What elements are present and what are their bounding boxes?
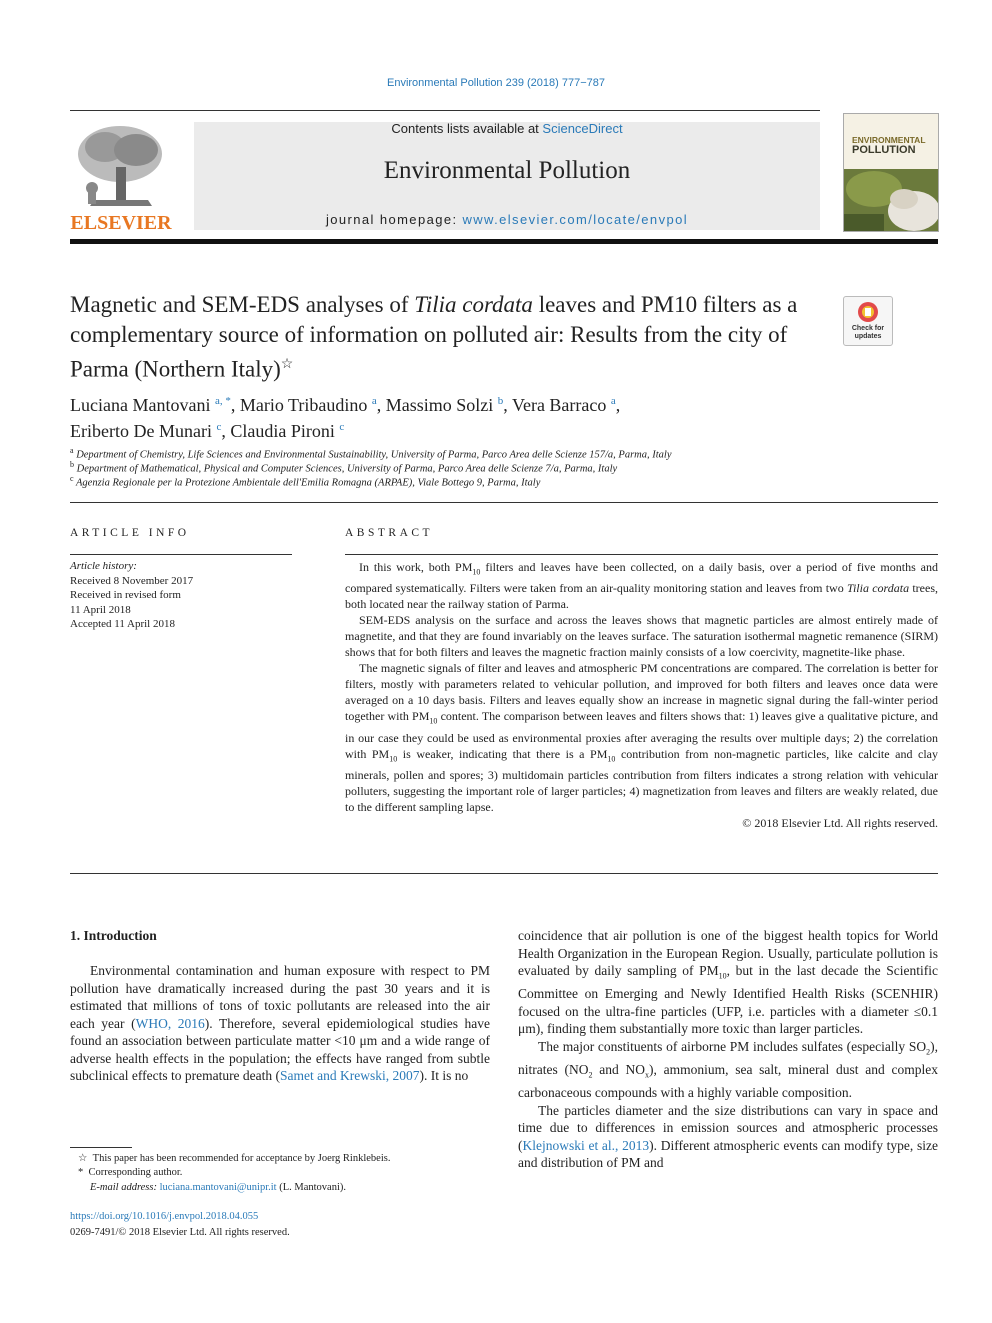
- divider: [70, 873, 938, 874]
- contents-prefix: Contents lists available at: [391, 121, 543, 136]
- history-label: Article history:: [70, 560, 137, 572]
- intro-left-column: [70, 962, 490, 1085]
- doi-link[interactable]: https://doi.org/10.1016/j.envpol.2018.04.055: [70, 1211, 259, 1222]
- body-paragraph: coincidence that air pollution is one of the biggest health topics for World Health Organization in the European Region. Usually, particulate pollution is evaluated by daily sampling of $PM_{10}$, but in the last decade the Scientific Committee on Emerging and Newly Identified Health Risks (SCENHIR) focused on the ultra-fine particles (UFP, i.e. particles with a diameter ≤0.1 μm), finding them substantially more toxic than larger particles.: [518, 928, 939, 1037]
- author[interactable]: Claudia Pironi $^c$: [230, 421, 345, 441]
- body-paragraph: The major constituents of airborne PM includes sulfates (especially $SO_2$), nitrates ($NO_2$ and $NO_x$), ammonium, sea salt, mineral dust and complex carbonaceous compounds with a highly variable composition.: [518, 1038, 938, 1101]
- journal-cover-thumbnail[interactable]: [843, 113, 939, 232]
- divider: [70, 554, 292, 555]
- author[interactable]: Mario Tribaudino $^a$,: [239, 395, 386, 415]
- article-info-heading: ARTICLE INFO: [70, 527, 190, 539]
- email-link[interactable]: luciana.mantovani@unipr.it: [159, 1182, 277, 1193]
- affiliation: $^b$ Department of Mathematical, Physical and Computer Sciences, University of Parma, Parco Area delle Scienze 7/a, Parma, Italy: [70, 460, 618, 475]
- abstract-copyright: © 2018 Elsevier Ltd. All rights reserved.: [742, 816, 938, 831]
- elsevier-wordmark: ELSEVIER: [70, 212, 172, 234]
- author[interactable]: Luciana Mantovani $^{a, *}$,: [70, 395, 240, 415]
- contents-line: [194, 121, 820, 136]
- footnote-corresponding: * Corresponding author.: [78, 1167, 183, 1178]
- citation-link[interactable]: Samet and Krewski, 2007: [280, 1068, 420, 1083]
- footnote-recommendation: ☆ This paper has been recommended for acceptance by Joerg Rinklebeis.: [78, 1153, 391, 1164]
- history-item: Received in revised form: [70, 589, 181, 601]
- check-updates-line2: updates: [854, 333, 882, 340]
- body-paragraph: Environmental contamination and human exposure with respect to PM pollution have dramatically increased during the past 30 years and it is estimated that millions of tons of toxic pollutants are released into the air each year (WHO, 2016). Therefore, several epidemiological studies have found an association between particulate matter <10 μm and a wide range of adverse health effects in the population; the effects have ranged from subtle subclinical effects to premature death (Samet and Krewski, 2007). It is no: [70, 963, 490, 1083]
- cover-title-line2: POLLUTION: [852, 144, 916, 156]
- author[interactable]: Vera Barraco $^a$,: [511, 395, 621, 415]
- history-item: Received 8 November 2017: [70, 574, 194, 587]
- affiliation: $^c$ Agenzia Regionale per la Protezione Ambientale dell'Emilia Romagna (ARPAE), Viale Bottego 9, Parma, Italy: [70, 474, 541, 489]
- body-paragraph: The particles diameter and the size distributions can vary in space and time due to differences in emission sources and atmospheric processes (Klejnowski et al., 2013). Different atmospheric events can modify type, size and distribution of PM and: [518, 1102, 939, 1171]
- divider: [345, 554, 938, 555]
- check-updates-line1: Check for: [851, 325, 885, 332]
- homepage-link[interactable]: www.elsevier.com/locate/envpol: [462, 212, 689, 227]
- history-item: 11 April 2018: [70, 603, 131, 616]
- cover-image: [844, 169, 938, 231]
- affiliation: $^a$ Department of Chemistry, Life Sciences and Environmental Sustainability, University of Parma, Parco Area delle Scienze 157/a, Parma, Italy: [70, 446, 672, 461]
- journal-homepage: [194, 212, 820, 227]
- footnote-rule: [70, 1147, 132, 1148]
- footnote-email: E-mail address: luciana.mantovani@unipr.it (L. Mantovani).: [90, 1182, 346, 1193]
- issn-line: 0269-7491/© 2018 Elsevier Ltd. All rights reserved.: [70, 1227, 290, 1238]
- section-heading-introduction: 1. Introduction: [70, 928, 157, 943]
- journal-title: Environmental Pollution: [383, 157, 631, 184]
- header-divider: [70, 110, 820, 111]
- citation-link[interactable]: Klejnowski et al., 2013: [522, 1137, 650, 1153]
- sciencedirect-link[interactable]: ScienceDirect: [542, 121, 623, 136]
- check-for-updates-badge[interactable]: [843, 296, 893, 346]
- author[interactable]: Massimo Solzi $^b$,: [385, 395, 512, 415]
- abstract-paragraph: In this work, both $PM_{10}$ filters and leaves have been collected, on a daily basis, over a period of five months and compared systematically. Filters were taken from an air-quality monitoring station and leaves from two Tilia cordata trees, both located near the railway station of Parma.: [345, 560, 938, 612]
- intro-right-column: [518, 927, 938, 1172]
- abstract-paragraph: The magnetic signals of filter and leaves and atmospheric PM concentrations are compared. The correlation is better for filters, mostly with parameters related to vehicular pollution, and improved for both filters and leaves once data were averaged on a 10 days basis. Filters and leaves equally show an increase in magnetic signal during the fall-winter period together with $PM_{10}$ content. The comparison between leaves and filters shows that: 1) leaves give a qualitative picture, and in our case they could be used as environmental proxies after averaging the results over multiple days; 2) the correlation with $PM_{10}$ is weaker, indicating that there is a $PM_{10}$ contribution from non-magnetic particles, like calcite and clay minerals, pollen and spores; 3) multidomain particles contribution from filters indicates a strong relation with vehicular polluters, suggesting the important role of larger particles; 4) magnetization from leaves and filters are weakly related, due to the different sampling lapse.: [345, 661, 938, 815]
- article-history: [70, 559, 300, 632]
- divider: [70, 502, 938, 503]
- cover-title-line1: ENVIRONMENTAL: [852, 135, 926, 145]
- abstract-body: [345, 559, 938, 831]
- journal-citation[interactable]: Environmental Pollution 239 (2018) 777−787: [386, 77, 605, 89]
- check-updates-icon: [857, 301, 879, 323]
- abstract-paragraph: SEM-EDS analysis on the surface and across the leaves shows that magnetic particles are almost entirely made of magnetite, and that they are found invariably on the leaves surface. The saturation isothermal magnetic remanence (SIRM) shows that for both filters and leaves the magnetic fraction mainly consists of a low coercivity, magnetite-like phase.: [345, 613, 938, 660]
- abstract-heading: ABSTRACT: [345, 527, 434, 539]
- article-title: Magnetic and SEM-EDS analyses of Tilia cordata leaves and PM10 filters as a complementary source of information on polluted air: Results from the city of Parma (Northern Italy)☆: [70, 292, 798, 382]
- title-footnote-mark[interactable]: ☆: [280, 357, 294, 372]
- header-thick-rule: [70, 239, 938, 244]
- history-item: Accepted 11 April 2018: [70, 618, 175, 630]
- homepage-prefix: journal homepage:: [325, 212, 463, 227]
- author-list: [70, 390, 830, 442]
- author[interactable]: Eriberto De Munari $^c$,: [70, 421, 231, 441]
- citation-link[interactable]: WHO, 2016: [135, 1015, 205, 1031]
